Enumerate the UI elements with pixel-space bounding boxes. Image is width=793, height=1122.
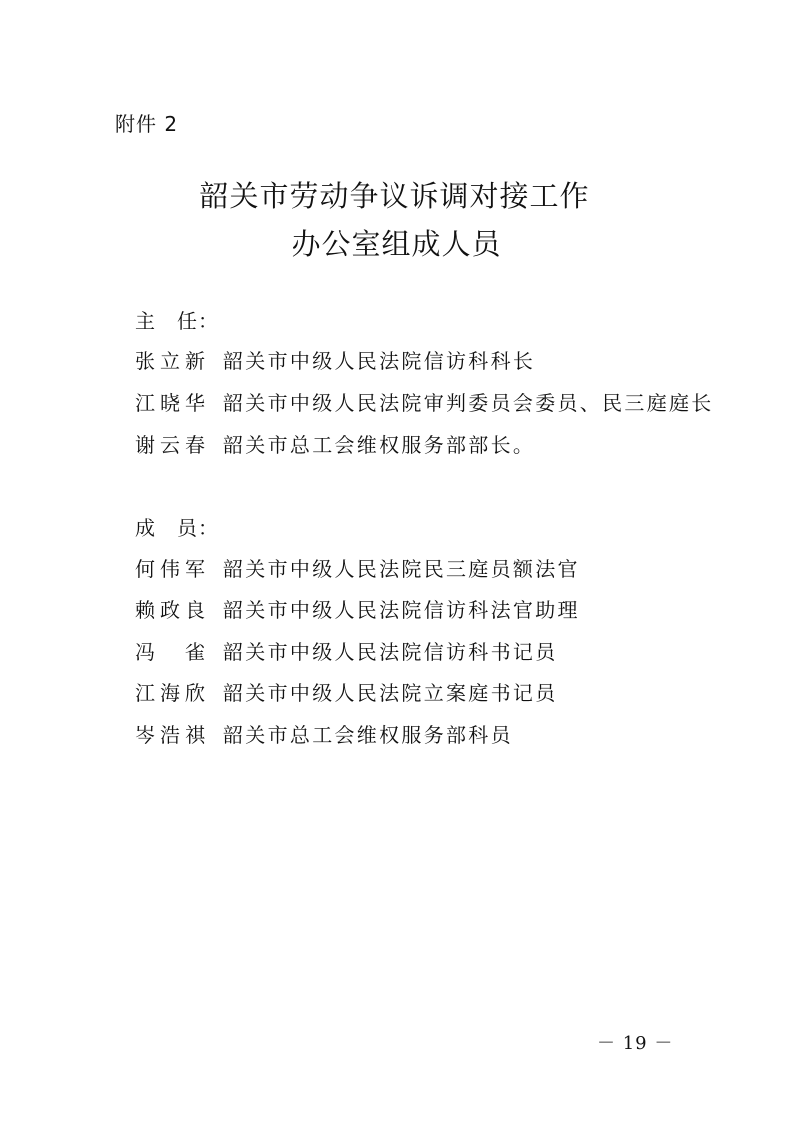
person-name: 赖政良 xyxy=(135,598,205,622)
page-title-line-2: 办公室组成人员 xyxy=(291,227,502,261)
members-label: 成 员： xyxy=(135,516,219,540)
member-row xyxy=(135,721,513,749)
person-role: 韶关市中级人民法院民三庭员额法官 xyxy=(223,557,580,581)
member-row xyxy=(135,555,580,583)
director-row xyxy=(135,431,536,459)
page-number: － 19 － xyxy=(597,1033,674,1054)
person-role: 韶关市总工会维权服务部科员 xyxy=(223,723,513,747)
director-row xyxy=(135,347,536,375)
person-role: 韶关市中级人民法院立案庭书记员 xyxy=(223,681,558,705)
person-role: 韶关市中级人民法院信访科书记员 xyxy=(223,640,558,664)
attachment-label: 附件 2 xyxy=(115,112,179,136)
person-name: 谢云春 xyxy=(135,433,205,457)
member-row xyxy=(135,638,558,666)
member-row xyxy=(135,679,558,707)
person-role: 韶关市中级人民法院信访科法官助理 xyxy=(223,598,580,622)
person-role: 韶关市中级人民法院信访科科长 xyxy=(223,349,536,373)
person-role: 韶关市总工会维权服务部部长。 xyxy=(223,433,536,457)
person-name: 张立新 xyxy=(135,349,205,373)
director-row xyxy=(135,389,714,417)
member-row xyxy=(135,596,580,624)
person-role: 韶关市中级人民法院审判委员会委员、民三庭庭长 xyxy=(223,391,714,415)
directors-label: 主 任： xyxy=(135,309,219,333)
person-name: 冯 雀 xyxy=(135,640,205,664)
person-name: 江海欣 xyxy=(135,681,205,705)
person-name: 何伟军 xyxy=(135,557,205,581)
person-name: 江晓华 xyxy=(135,391,205,415)
page-title-line-1: 韶关市劳动争议诉调对接工作 xyxy=(199,179,590,213)
person-name: 岑浩祺 xyxy=(135,723,205,747)
